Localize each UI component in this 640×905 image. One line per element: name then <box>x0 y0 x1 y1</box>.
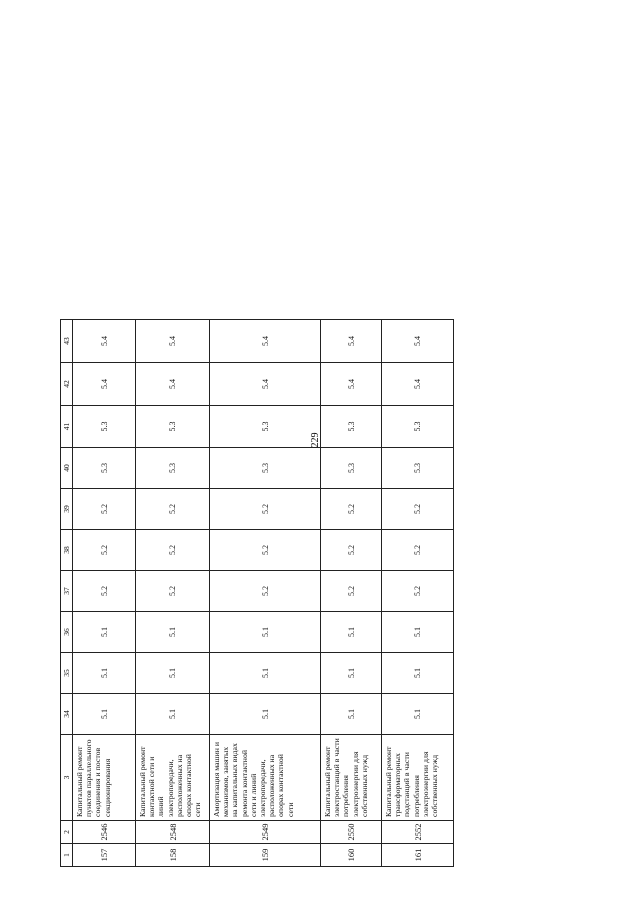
header-cell: 2 <box>61 821 73 844</box>
row-description: Капитальный ремонт трансформаторных подстанций в части потребления электроэнергии для собственных нужд <box>382 735 454 821</box>
value-cell: 5.2 <box>73 530 136 571</box>
header-cell: 3 <box>61 735 73 821</box>
value-cell: 5.1 <box>210 612 321 653</box>
header-cell: 41 <box>61 406 73 448</box>
value-cell: 5.1 <box>382 694 454 735</box>
header-cell: 35 <box>61 653 73 694</box>
header-cell: 37 <box>61 571 73 612</box>
row-number: 158 <box>136 844 210 867</box>
header-cell: 36 <box>61 612 73 653</box>
header-cell: 34 <box>61 694 73 735</box>
table-row <box>210 320 321 867</box>
row-number: 159 <box>210 844 321 867</box>
value-cell: 5.1 <box>382 612 454 653</box>
value-cell: 5.1 <box>73 653 136 694</box>
value-cell: 5.1 <box>136 612 210 653</box>
value-cell: 5.3 <box>210 406 321 448</box>
value-cell: 5.4 <box>210 363 321 406</box>
header-cell: 39 <box>61 489 73 530</box>
value-cell: 5.3 <box>73 448 136 489</box>
value-cell: 5.4 <box>136 320 210 363</box>
value-cell: 5.2 <box>210 530 321 571</box>
table-row <box>73 320 136 867</box>
value-cell: 5.2 <box>136 530 210 571</box>
value-cell: 5.1 <box>136 653 210 694</box>
row-description: Амортизация машин и механизмов, занятых на капитальных видах ремонта контактной сети и линий электропередачи, расположенных на опорах контактной сети <box>210 735 321 821</box>
value-cell: 5.2 <box>73 571 136 612</box>
value-cell: 5.2 <box>210 571 321 612</box>
value-cell: 5.1 <box>136 694 210 735</box>
row-description: Капитальный ремонт пунктов параллельного соединения и постов секционирования <box>73 735 136 821</box>
row-number: 157 <box>73 844 136 867</box>
value-cell: 5.1 <box>321 612 382 653</box>
header-cell: 1 <box>61 844 73 867</box>
header-cell: 43 <box>61 320 73 363</box>
row-number: 160 <box>321 844 382 867</box>
value-cell: 5.4 <box>382 320 454 363</box>
value-cell: 5.3 <box>210 448 321 489</box>
value-cell: 5.2 <box>321 489 382 530</box>
row-description: Капитальный ремонт контактной сети и линий электропередачи, расположенных на опорах контактной сети <box>136 735 210 821</box>
value-cell: 5.4 <box>210 320 321 363</box>
value-cell: 5.4 <box>73 320 136 363</box>
value-cell: 5.2 <box>136 571 210 612</box>
rotated-table-container <box>60 320 445 867</box>
value-cell: 5.1 <box>210 694 321 735</box>
value-cell: 5.2 <box>382 489 454 530</box>
value-cell: 5.4 <box>382 363 454 406</box>
table-row <box>136 320 210 867</box>
row-number: 161 <box>382 844 454 867</box>
value-cell: 5.2 <box>382 571 454 612</box>
value-cell: 5.3 <box>136 448 210 489</box>
value-cell: 5.3 <box>321 448 382 489</box>
value-cell: 5.4 <box>73 363 136 406</box>
value-cell: 5.2 <box>321 571 382 612</box>
value-cell: 5.3 <box>136 406 210 448</box>
row-code: 2552 <box>382 821 454 844</box>
value-cell: 5.4 <box>321 320 382 363</box>
value-cell: 5.3 <box>73 406 136 448</box>
header-cell: 42 <box>61 363 73 406</box>
value-cell: 5.2 <box>382 530 454 571</box>
value-cell: 5.1 <box>382 653 454 694</box>
table-row <box>382 320 454 867</box>
value-cell: 5.1 <box>210 653 321 694</box>
row-description: Капитальный ремонт электростанций в части потребления электроэнергии для собственных нужд <box>321 735 382 821</box>
row-code: 2550 <box>321 821 382 844</box>
value-cell: 5.2 <box>321 530 382 571</box>
value-cell: 5.3 <box>382 406 454 448</box>
row-code: 2548 <box>136 821 210 844</box>
row-code: 2549 <box>210 821 321 844</box>
table-row <box>321 320 382 867</box>
value-cell: 5.3 <box>321 406 382 448</box>
value-cell: 5.1 <box>321 653 382 694</box>
value-cell: 5.2 <box>73 489 136 530</box>
header-cell: 40 <box>61 448 73 489</box>
value-cell: 5.3 <box>382 448 454 489</box>
header-cell: 38 <box>61 530 73 571</box>
page-number: 229 <box>310 432 321 448</box>
header-row <box>61 320 73 867</box>
value-cell: 5.1 <box>73 612 136 653</box>
value-cell: 5.4 <box>321 363 382 406</box>
value-cell: 5.2 <box>210 489 321 530</box>
value-cell: 5.2 <box>136 489 210 530</box>
row-code: 2546 <box>73 821 136 844</box>
value-cell: 5.1 <box>73 694 136 735</box>
data-table <box>60 319 454 867</box>
value-cell: 5.4 <box>136 363 210 406</box>
value-cell: 5.1 <box>321 694 382 735</box>
